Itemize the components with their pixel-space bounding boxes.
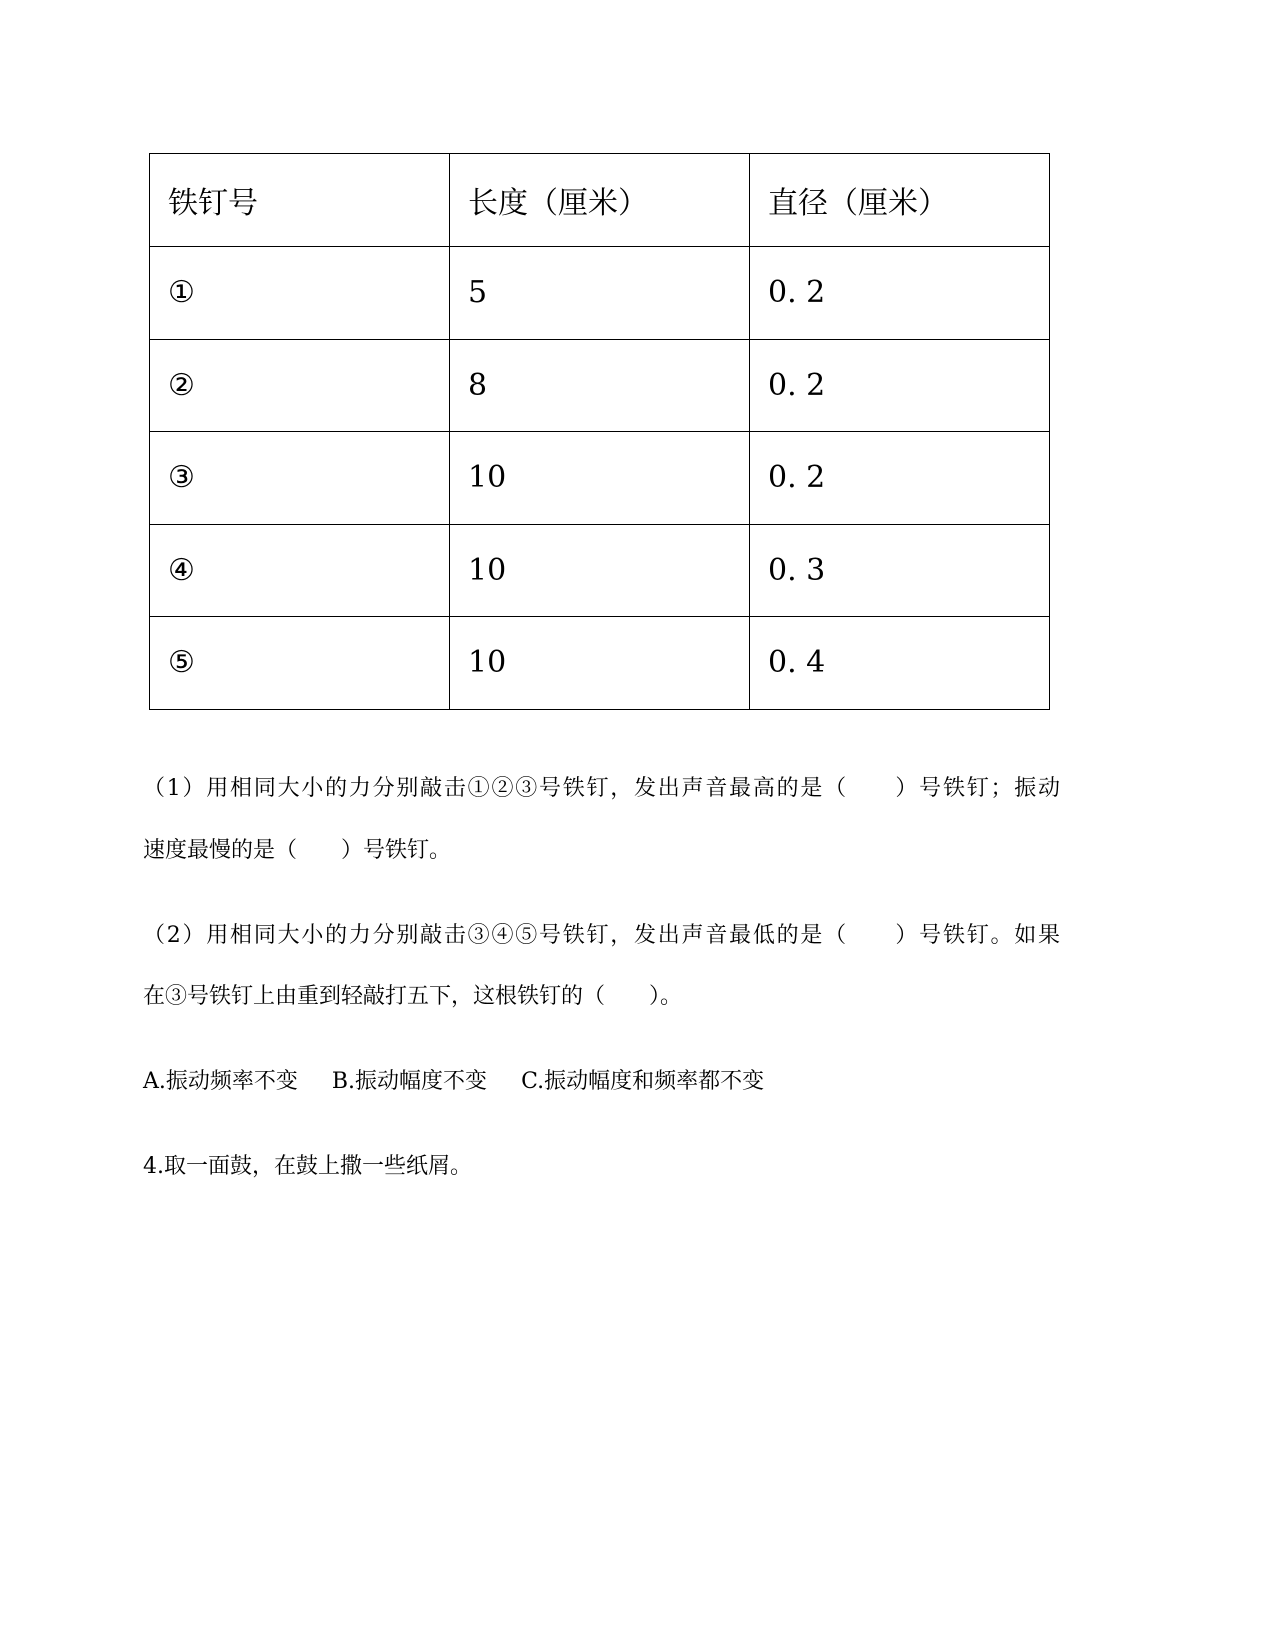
table-cell: 0. 2 <box>750 247 1050 340</box>
table-cell: 10 <box>450 524 750 617</box>
header-cell: 长度（厘米） <box>450 154 750 247</box>
table-cell: ③ <box>150 432 450 525</box>
table-row <box>150 524 1050 617</box>
table-cell: ① <box>150 247 450 340</box>
answer-options <box>143 1064 764 1095</box>
question-1-line-1: （1）用相同大小的力分别敲击①②③号铁钉，发出声音最高的是（ ）号铁钉；振动 <box>143 776 1060 801</box>
table-cell: ② <box>150 339 450 432</box>
question-2-line-1: （2）用相同大小的力分别敲击③④⑤号铁钉，发出声音最低的是（ ）号铁钉。如果 <box>143 923 1060 948</box>
table-cell: 10 <box>450 617 750 710</box>
header-cell: 铁钉号 <box>150 154 450 247</box>
header-cell: 直径（厘米） <box>750 154 1050 247</box>
table-row <box>150 617 1050 710</box>
table-cell: 8 <box>450 339 750 432</box>
table-cell: 0. 2 <box>750 339 1050 432</box>
table-cell: 10 <box>450 432 750 525</box>
table-cell: ⑤ <box>150 617 450 710</box>
option-c: C.振动幅度和频率都不变 <box>521 1069 765 1094</box>
table-cell: ④ <box>150 524 450 617</box>
table-row <box>150 247 1050 340</box>
table-header-row <box>150 154 1050 247</box>
option-b: B.振动幅度不变 <box>331 1069 488 1094</box>
table-cell: 0. 4 <box>750 617 1050 710</box>
table-cell: 0. 2 <box>750 432 1050 525</box>
question-2-line-2: 在③号铁钉上由重到轻敲打五下，这根铁钉的（ ）。 <box>143 984 683 1009</box>
option-a: A.振动频率不变 <box>143 1069 298 1094</box>
question-4: 4.取一面鼓，在鼓上撒一些纸屑。 <box>143 1154 472 1179</box>
table-cell: 5 <box>450 247 750 340</box>
nail-table <box>149 153 1050 710</box>
table-cell: 0. 3 <box>750 524 1050 617</box>
table-row <box>150 432 1050 525</box>
question-1-line-2: 速度最慢的是（ ）号铁钉。 <box>143 838 452 863</box>
table-row <box>150 339 1050 432</box>
